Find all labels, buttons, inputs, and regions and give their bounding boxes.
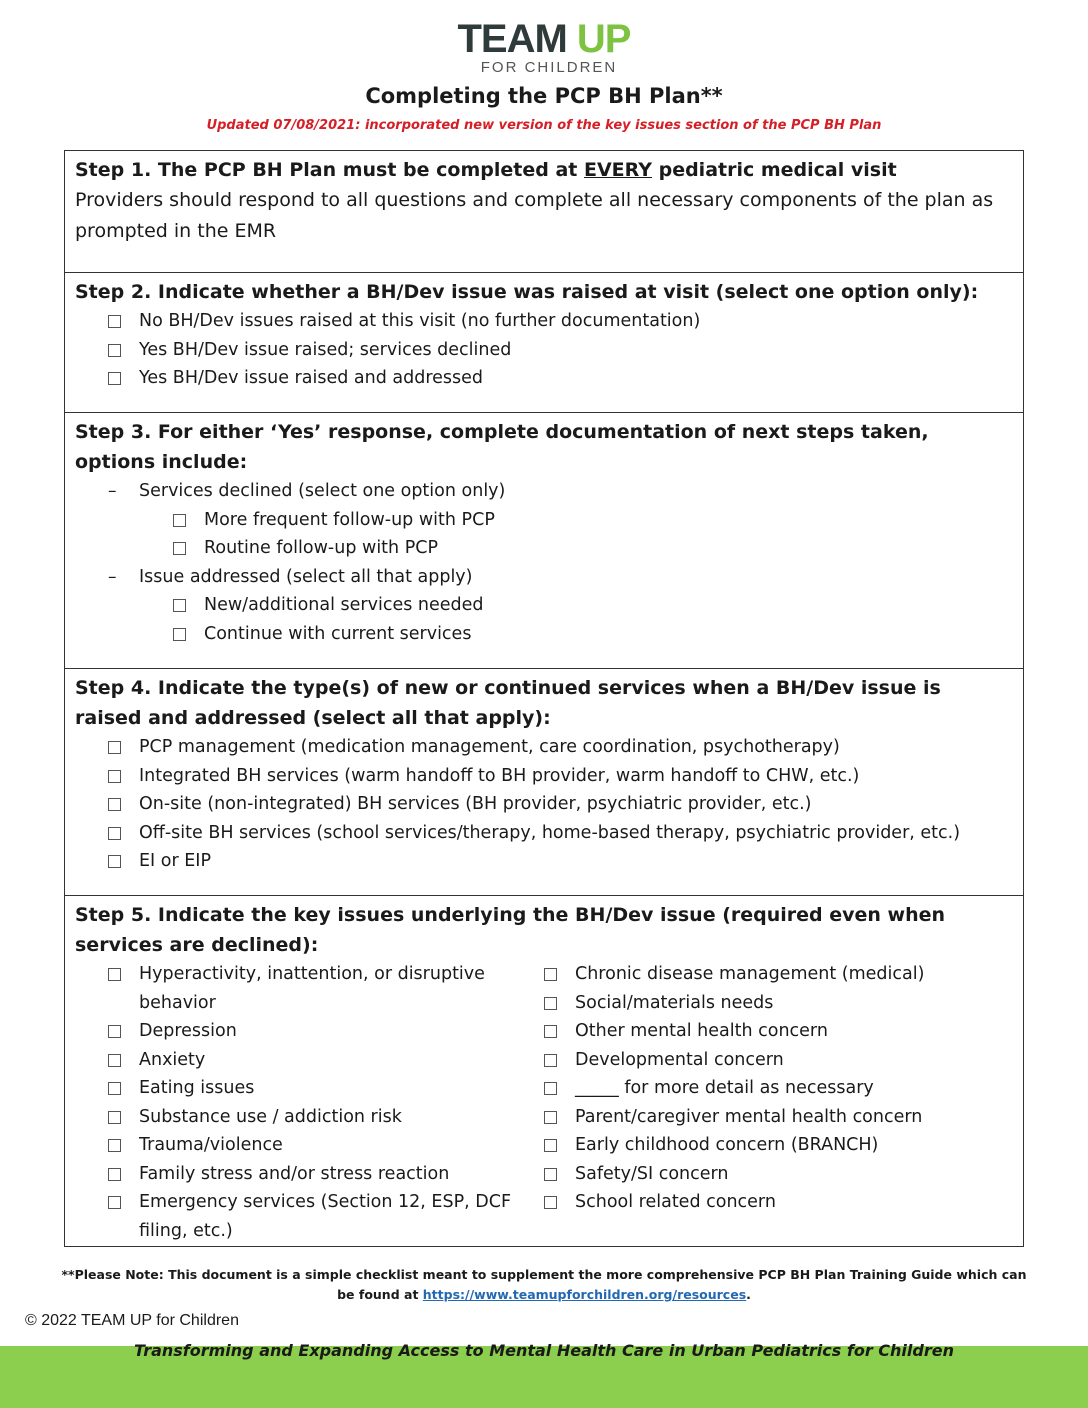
checkbox-icon[interactable] [544,1082,557,1095]
checkbox-item[interactable]: Social/materials needs [544,989,1013,1018]
checkbox-icon[interactable] [108,1196,121,1209]
dash-icon: – [108,481,117,501]
checkbox-icon[interactable] [108,968,121,981]
step-5-left-column [75,960,544,1245]
step-1-heading: Step 1. The PCP BH Plan must be completed at EVERY pediatric medical visit [75,159,897,181]
copyright: © 2022 TEAM UP for Children [25,1312,239,1329]
checkbox-item[interactable]: PCP management (medication management, care coordination, psychotherapy) [75,733,1013,762]
checkbox-icon[interactable] [108,1025,121,1038]
step-5-right-column [544,960,1013,1245]
checkbox-item[interactable]: Hyperactivity, inattention, or disruptive behavior [75,960,544,1017]
checkbox-icon[interactable] [108,798,121,811]
checkbox-item[interactable]: No BH/Dev issues raised at this visit (no further documentation) [75,307,1013,336]
dash-item: – Issue addressed (select all that apply) [75,563,1013,592]
footer-tagline: Transforming and Expanding Access to Mental Health Care in Urban Pediatrics for Children [134,1341,954,1360]
dash-icon: – [108,566,117,587]
checkbox-item[interactable]: Family stress and/or stress reaction [75,1160,544,1189]
checkbox-icon[interactable] [108,770,121,783]
checkbox-item[interactable]: Off-site BH services (school services/therapy, home-based therapy, psychiatric provider, etc.) [75,819,1013,848]
step-4-heading: Step 4. Indicate the type(s) of new or continued services when a BH/Dev issue is raised and addressed (select all that apply): [75,677,941,729]
checkbox-icon[interactable] [108,344,121,357]
checkbox-item[interactable]: Yes BH/Dev issue raised; services declined [75,336,1013,365]
checkbox-icon[interactable] [544,997,557,1010]
checkbox-icon[interactable] [544,968,557,981]
checkbox-icon[interactable] [108,1082,121,1095]
checkbox-icon[interactable] [108,1111,121,1124]
checkbox-item[interactable]: Trauma/violence [75,1131,544,1160]
checkbox-item[interactable]: On-site (non-integrated) BH services (BH provider, psychiatric provider, etc.) [75,790,1013,819]
checkbox-item[interactable]: Integrated BH services (warm handoff to BH provider, warm handoff to CHW, etc.) [75,762,1013,791]
step-5-columns [75,960,1013,1245]
step-5-heading: Step 5. Indicate the key issues underlying the BH/Dev issue (required even when services are declined): [75,904,946,956]
step-3 [65,413,1023,669]
dash-item: – Services declined (select one option only) [75,477,1013,506]
checkbox-item[interactable]: Emergency services (Section 12, ESP, DCF filing, etc.) [75,1188,544,1245]
checkbox-item[interactable]: More frequent follow-up with PCP [75,506,1013,535]
checkbox-item[interactable]: Depression [75,1017,544,1046]
checkbox-icon[interactable] [108,1168,121,1181]
checkbox-icon[interactable] [173,542,186,555]
step-1-text: Providers should respond to all questions and complete all necessary components of the plan as prompted in the EMR [75,189,994,242]
checkbox-item[interactable]: Continue with current services [75,620,1013,649]
step-2 [65,273,1023,413]
checkbox-item[interactable]: Other mental health concern [544,1017,1013,1046]
checkbox-item[interactable]: Anxiety [75,1046,544,1075]
footnote: **Please Note: This document is a simple checklist meant to supplement the more comprehensive PCP BH Plan Training Guide which can be found at https://www.teamupforchildren.org/resources. [61,1267,1027,1302]
steps-table [64,150,1024,1247]
logo-subtitle: FOR CHILDREN [480,59,618,76]
checkbox-item[interactable]: Routine follow-up with PCP [75,534,1013,563]
step-3-heading: Step 3. For either ‘Yes’ response, complete documentation of next steps taken, options include: [75,421,929,473]
resources-link[interactable]: https://www.teamupforchildren.org/resources [422,1287,747,1302]
checkbox-item[interactable]: _____ for more detail as necessary [544,1074,1013,1103]
logo-wordmark: TEAM UP [457,17,631,61]
team-up-logo [0,18,1088,76]
checkbox-item[interactable]: EI or EIP [75,847,1013,876]
checkbox-icon[interactable] [108,855,121,868]
checkbox-icon[interactable] [544,1139,557,1152]
checkbox-icon[interactable] [173,628,186,641]
checkbox-item[interactable]: Yes BH/Dev issue raised and addressed [75,364,1013,393]
checkbox-icon[interactable] [108,1054,121,1067]
page-title: Completing the PCP BH Plan** [365,84,723,108]
checkbox-icon[interactable] [544,1196,557,1209]
step-4 [65,669,1023,896]
checkbox-icon[interactable] [108,741,121,754]
checkbox-item[interactable]: Early childhood concern (BRANCH) [544,1131,1013,1160]
update-note: Updated 07/08/2021: incorporated new version of the key issues section of the PCP BH Plan [206,118,882,133]
checkbox-icon[interactable] [108,315,121,328]
step-5 [65,896,1023,1246]
checkbox-item[interactable]: Eating issues [75,1074,544,1103]
checkbox-item[interactable]: Chronic disease management (medical) [544,960,1013,989]
checkbox-icon[interactable] [544,1025,557,1038]
checkbox-icon[interactable] [544,1168,557,1181]
checkbox-item[interactable]: Safety/SI concern [544,1160,1013,1189]
step-1 [65,151,1023,273]
checkbox-icon[interactable] [544,1054,557,1067]
checkbox-icon[interactable] [173,599,186,612]
checkbox-icon[interactable] [108,1139,121,1152]
checkbox-icon[interactable] [108,372,121,385]
checkbox-item[interactable]: Substance use / addiction risk [75,1103,544,1132]
checkbox-icon[interactable] [544,1111,557,1124]
checkbox-icon[interactable] [108,827,121,840]
checkbox-item[interactable]: New/additional services needed [75,591,1013,620]
checkbox-item[interactable]: School related concern [544,1188,1013,1217]
checkbox-icon[interactable] [173,514,186,527]
checkbox-item[interactable]: Developmental concern [544,1046,1013,1075]
checkbox-item[interactable]: Parent/caregiver mental health concern [544,1103,1013,1132]
step-2-heading: Step 2. Indicate whether a BH/Dev issue was raised at visit (select one option only): [75,281,979,303]
